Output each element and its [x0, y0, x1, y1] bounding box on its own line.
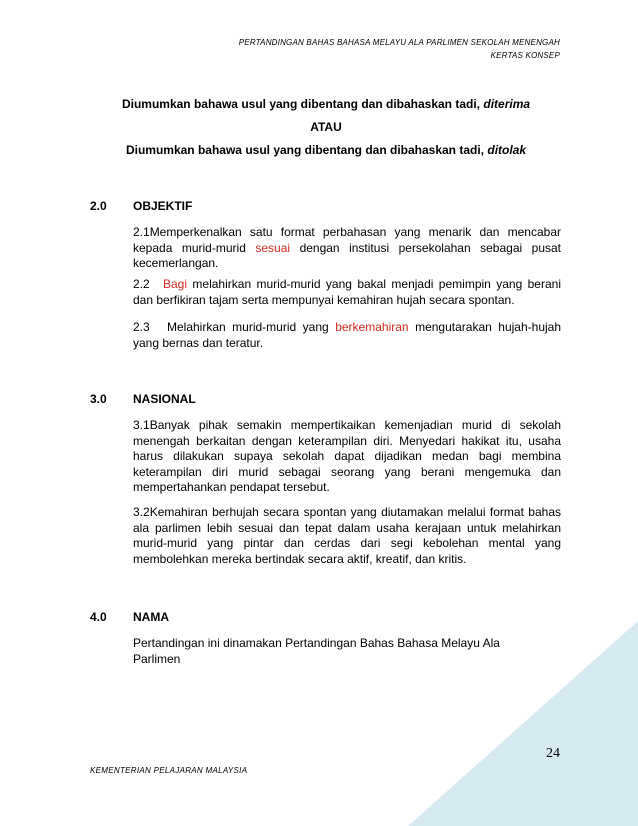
paragraph-3-1: [133, 418, 561, 496]
paragraph-3-2: [133, 505, 561, 567]
page-footer: KEMENTERIAN PELAJARAN MALAYSIA: [90, 766, 248, 775]
item-number: 2.1: [133, 225, 150, 239]
verdict-rejected-text: Diumumkan bahawa usul yang dibentang dan dibahaskan tadi,: [125, 143, 485, 157]
section-4-text: Pertandingan ini dinamakan Pertandingan Bahas Bahasa Melayu Ala Parlimen: [133, 636, 500, 666]
section-4-title: NAMA: [133, 610, 169, 624]
page-header: [239, 36, 560, 62]
objective-2-1: [133, 225, 561, 272]
highlight-word: berkemahiran: [335, 320, 409, 334]
item-text-cont: melahirkan murid-murid yang bakal menjadi pemimpin yang berani dan berfikiran tajam serta mempunyai kemahiran hujah secara spontan.: [133, 277, 561, 307]
item-text: Banyak pihak semakin mempertikaikan kemenjadian murid di sekolah menengah berkaitan dengan keterampilan diri. Menyedari hakikat itu, usaha harus dilakukan supaya sekolah dapat dijadikan medan bagi membina keterampilan diri murid sebagai seorang yang berani mengemuka dan mempertahankan pendapat tersebut.: [133, 418, 561, 494]
item-text: Kemahiran berhujah secara spontan yang diutamakan melalui format bahas ala parlimen lebih sesuai dan tepat dalam usaha kerajaan untuk melahirkan murid-murid yang pintar dan cerdas dari segi kebolehan mental yang membolehkan mereka bertindak secara aktif, kreatif, dan kritis.: [133, 505, 561, 566]
objective-2-3: [133, 320, 561, 351]
section-4-number: 4.0: [90, 610, 107, 624]
header-line-2: KERTAS KONSEP: [490, 51, 560, 60]
item-number: 3.2: [133, 505, 150, 519]
item-number: 3.1: [133, 418, 150, 432]
section-3-title: NASIONAL: [133, 392, 196, 406]
section-2-title: OBJEKTIF: [133, 199, 193, 213]
highlight-word: Bagi: [163, 277, 188, 291]
item-text: Memperkenalkan satu format perbahasan yang menarik dan mencabar kepada murid-murid: [133, 225, 561, 255]
verdict-rejected-word: ditolak: [487, 143, 527, 157]
verdict-accepted: [90, 96, 562, 112]
page-number: 24: [546, 746, 560, 761]
verdict-accepted-text: Diumumkan bahawa usul yang dibentang dan dibahaskan tadi,: [121, 97, 481, 111]
verdict-or: ATAU: [310, 120, 342, 134]
section-2-number: 2.0: [90, 199, 107, 213]
section-3-number: 3.0: [90, 392, 107, 406]
verdict-accepted-word: diterima: [483, 97, 531, 111]
item-text: Melahirkan murid-murid yang: [167, 320, 329, 334]
header-line-1: PERTANDINGAN BAHAS BAHASA MELAYU ALA PARLIMEN SEKOLAH MENENGAH: [238, 38, 560, 47]
item-text-cont: mengutarakan hujah-hujah yang bernas dan teratur.: [133, 320, 562, 350]
objective-2-2: [133, 277, 561, 308]
item-number: 2.2: [133, 277, 150, 291]
highlight-word: sesuai: [255, 240, 291, 255]
item-number: 2.3: [133, 320, 150, 334]
verdict-rejected: [90, 142, 562, 158]
item-text-cont: dengan institusi persekolahan sebagai pusat kecemerlangan.: [133, 240, 562, 270]
